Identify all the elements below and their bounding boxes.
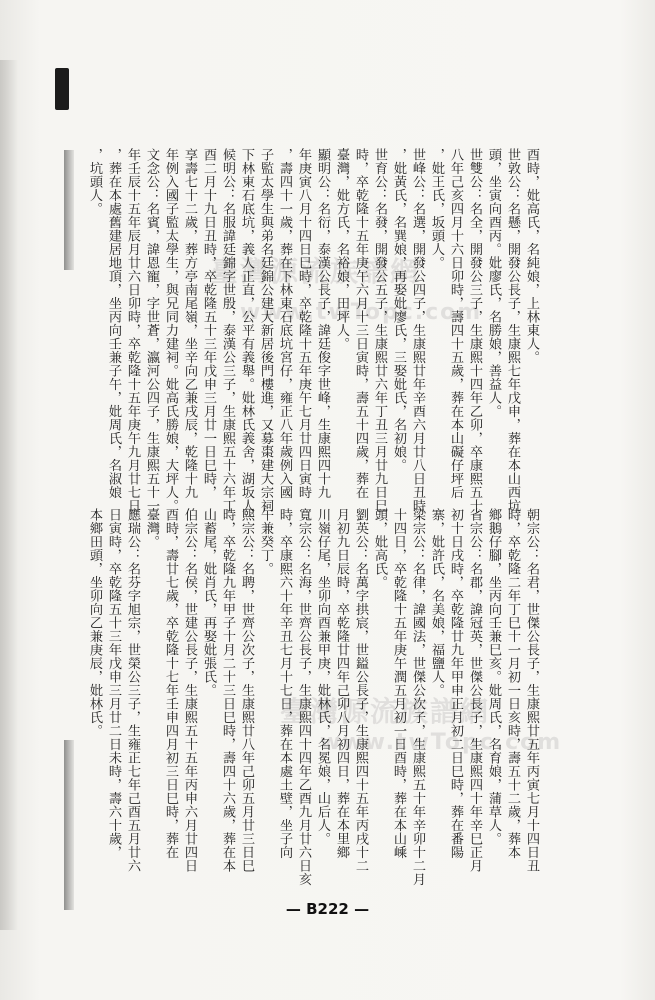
scan-edge-shadow [0, 60, 18, 930]
text-column: 山蓄尾，妣肖氏，再娶妣張氏。 [201, 508, 216, 697]
text-column: 時，卒乾隆十五年庚午六月十三日寅時，壽五十四歲，葬在 [353, 148, 368, 499]
text-column: 世峰公：名選，開發公四子，生康熙廿年辛酉六月廿八日丑時 [410, 148, 425, 513]
text-column: 午兼癸丁。 [258, 508, 273, 576]
text-column: 候明公：名服諱廷錦字世殷，泰漢公三子，生康熙五十六年丁 [220, 148, 235, 513]
text-column: 酉時，妣高氏，名純娘，上林東人。 [524, 148, 539, 364]
text-column: 頭，妣高氏。 [372, 508, 387, 589]
text-column: 應瑞公：名芬字旭宗，世榮公三子，生雍正七年己酉五月廿六 [125, 508, 140, 873]
genealogy-text-block-lower [82, 508, 540, 908]
gutter-smear-lower [64, 740, 74, 910]
text-column: ，妣黃氏，名巽娘，再娶妣廖氏，三娶妣氏，名初娘。 [391, 148, 406, 472]
text-column: 享壽七十二歲，葬方亭南尾嶺，坐辛向乙兼戌辰，乾隆十九 [182, 148, 197, 499]
watermark-title: 臺灣源流族譜網 [210, 255, 421, 288]
text-column: 朝宗公：名君，世傑公長子，生康熙廿五年丙寅七月十四日丑 [524, 508, 539, 873]
text-column: 伯宗公：名侯，世建公長子，生康熙五十五年丙申六月廿四日 [182, 508, 197, 873]
text-column: 日寅時，卒乾隆五十三年戊申三月廿二日未時，壽六十歲， [106, 508, 121, 859]
text-column: 鄉鵝仔腳，坐丙向壬兼巳亥。妣周氏，名育娘，蒲草人。 [486, 508, 501, 846]
text-column: ，葬在本處舊建居地頂，坐丙向壬兼子午，妣周氏，名淑娘 [106, 148, 121, 499]
binding-mark [55, 68, 69, 110]
text-column: 梁宗公：名律，諱國法，世傑公次子，生康熙五十年辛卯十二月 [410, 508, 425, 886]
text-column: 年壬辰十五年辰月廿六日卯時，卒乾隆十五年庚午九月廿七日 [125, 148, 140, 513]
text-column: 臺灣。 [144, 508, 159, 549]
text-column: 寨，妣許氏，名美娘，福鹽人。 [429, 508, 444, 697]
text-column: 月初九日辰時，卒乾隆廿四年己卯八月初四日，葬在本里鄉 [334, 508, 349, 859]
text-column: 頭，坐寅向酉丙。妣廖氏，名勝娘，善益人。 [486, 148, 501, 418]
text-column: 下林東石底坑，義人正直，公平有義舉。妣林氏義舍，湖坂人。 [239, 148, 254, 526]
text-column: 十四日，卒乾隆十五年庚午潤五月初一日酉時，葬在本山嵊 [391, 508, 406, 859]
text-column: 熙宗公：名聘，世齊公次子，生康熙廿八年己卯五月廿三日巳 [239, 508, 254, 873]
text-column: 世雙公：名全，開發公三子，生康熙十四年乙卯，卒康熙五十 [467, 148, 482, 513]
watermark-title-lower: 臺灣源流族譜網 [280, 695, 491, 728]
text-column: 子監太學生與弟名廷錦公建大新居後門樓進，又募棗建大宗祠 [258, 148, 273, 513]
text-column: 文念公：名賓，諱恩寵，字世蒼，瀛河公四子，生康熙五十一 [144, 148, 159, 513]
text-column: ，妣王氏，坂頭人。 [429, 148, 444, 270]
text-column: ，壽四十一歲，葬在下林東石底坑宮仔，雍正八年歲例入國 [277, 148, 292, 499]
page-number: — B222 — [285, 900, 370, 918]
text-column: 時，卒乾隆二年丁巳十一月初一日亥時，壽五十二歲，葬本 [505, 508, 520, 859]
text-column: 年庚寅八月十四日巳時，卒乾隆十五年庚午七月廿四日寅時 [296, 148, 311, 499]
text-column: 年例入國子監太學生，與兄同力建祠。妣高氏勝娘，大坪人。 [163, 148, 178, 513]
text-column: 省宗公：名郡，諱冠英，世傑公長子，生康熙四十年辛巳正月 [467, 508, 482, 873]
text-column: 八年己亥四月十六日卯時，壽四十五歲，葬在本山礙仔坪后 [448, 148, 463, 499]
text-column: 世敦公：名懸，開發公長子，生康熙七年戊申，葬在本山西坑 [505, 148, 520, 513]
text-column: 寬宗公：名海，世齊公長子，生康熙四十四年乙酉九月廿六日亥 [296, 508, 311, 886]
text-column: ，坑頭人。 [87, 148, 102, 216]
text-column: 世育公：名發，開發公五子，生康熙廿六年丁丑三月廿九日巳 [372, 148, 387, 513]
text-column: 初十日戌時，卒乾隆廿九年甲申正月初二日巳時，葬在番陽 [448, 508, 463, 859]
watermark-url-lower: www.twTopc.com [320, 730, 563, 755]
text-column: 顯明公：名衍，泰漢公長子，諱廷俊字世峰，生康熙四十九 [315, 148, 330, 499]
text-column: 時，卒乾隆九年甲子十月二十三日巳時，壽四十六歲，葬在本 [220, 508, 235, 873]
text-column: 時，卒康熙六十年辛丑七月十七日，葬在本處土壁，坐子向 [277, 508, 292, 859]
gutter-smear-upper [64, 150, 74, 270]
text-column: 酉二月十九日丑時，卒乾隆五十三年戊申三月廿一日巳時， [201, 148, 216, 499]
text-column: 川嶺仔尾，坐卯向酉兼甲庚，妣林氏，名冕娘，山后人。 [315, 508, 330, 846]
text-column: 本鄉田頭，坐卯向乙兼庚辰，妣林氏。 [87, 508, 102, 738]
watermark-url: www.twTopc.com [240, 300, 483, 325]
text-column: 臺灣，妣方氏，名裕娘，田坪人。 [334, 148, 349, 351]
text-column: 劉英公：名萬字拱宸，世鎰公長子，生康熙四十五年丙戌十二 [353, 508, 368, 873]
text-column: 酉時，壽廿七歲，卒乾隆十七年壬申四月初三日巳時，葬在 [163, 508, 178, 859]
